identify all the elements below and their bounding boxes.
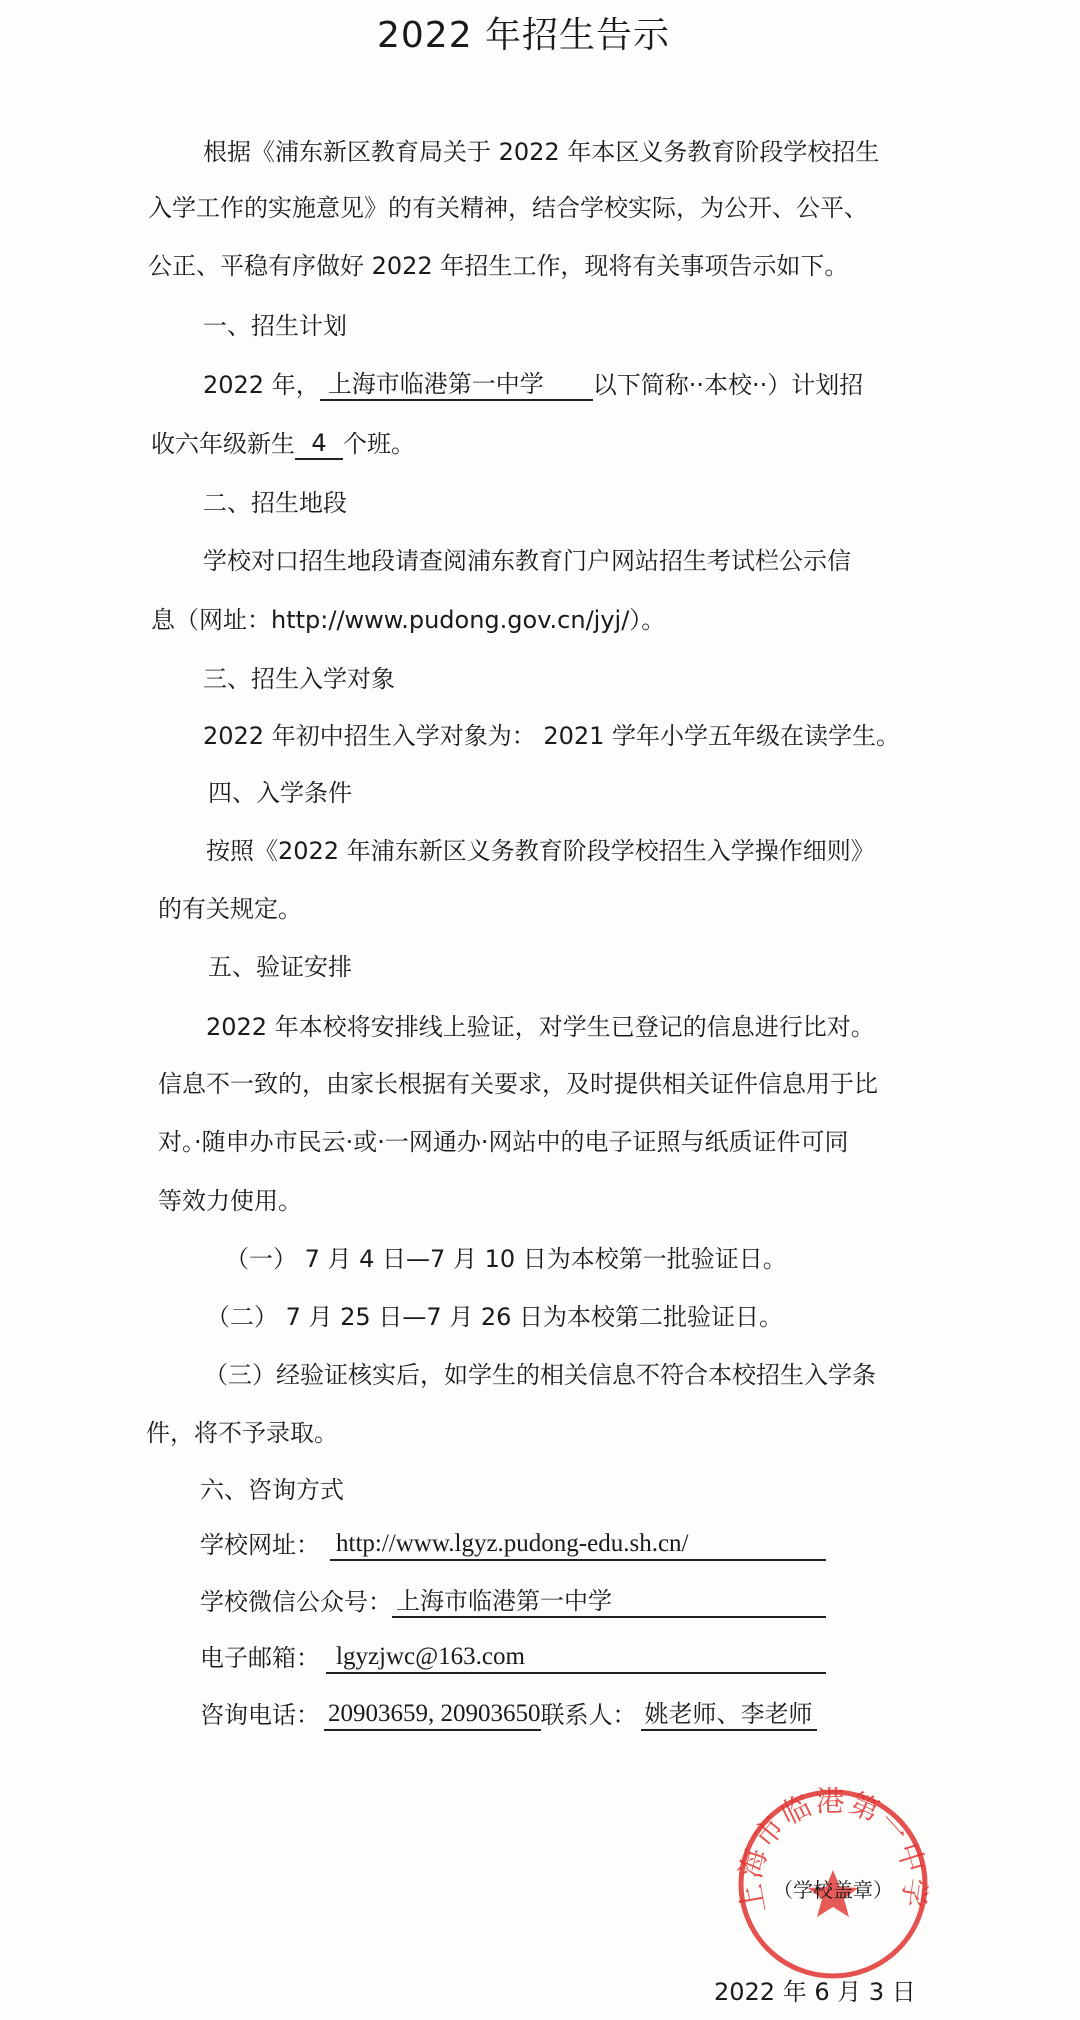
class-count-blank: 4 <box>295 428 343 460</box>
school-seal <box>735 1786 931 1982</box>
verification-line-3: 对。·随申办市民云·或·一网通办·网站中的电子证照与纸质证件可同 <box>158 1128 849 1156</box>
verification-line-4: 等效力使用。 <box>158 1187 302 1215</box>
plan-year-prefix: 2022 年， <box>203 371 320 399</box>
contact-phone-row <box>200 1699 817 1731</box>
email-link[interactable]: lgyzjwc@163.com <box>326 1642 826 1674</box>
seal-center-text: （学校盖章） <box>773 1878 893 1902</box>
section-contact-heading: 六、咨询方式 <box>200 1476 344 1504</box>
contact-person-label: 联系人： <box>540 1701 637 1729</box>
contact-email-row <box>200 1642 826 1674</box>
seal-ring-text-path: 上海市临港第一中学 <box>735 1786 931 1916</box>
verification-item-3-line-2: 件，将不予录取。 <box>146 1419 338 1447</box>
verification-item-2: （二） 7 月 25 日—7 月 26 日为本校第二批验证日。 <box>206 1303 784 1331</box>
intro-line-1: 根据《浦东新区教育局关于 2022 年本区义务教育阶段学校招生 <box>203 138 880 166</box>
plan-line-1-suffix: 以下简称··本校··）计划招 <box>592 371 864 399</box>
contact-wechat-row <box>200 1586 826 1618</box>
target-line-1: 2022 年初中招生入学对象为： 2021 学年小学五年级在读学生。 <box>203 722 901 750</box>
school-website-link[interactable]: http://www.lgyz.pudong-edu.sh.cn/ <box>330 1529 826 1561</box>
school-name-blank: 上海市临港第一中学 <box>320 369 593 401</box>
intro-line-2: 入学工作的实施意见》的有关精神，结合学校实际，为公开、公平、 <box>148 194 868 222</box>
wechat-account-value: 上海市临港第一中学 <box>392 1586 826 1618</box>
page-title: 2022 年招生告示 <box>377 15 671 56</box>
intro-line-3: 公正、平稳有序做好 2022 年招生工作，现将有关事项告示如下。 <box>148 252 849 280</box>
pudong-url-link[interactable]: http://www.pudong.gov.cn/jyj/ <box>271 606 630 634</box>
wechat-label: 学校微信公众号： <box>200 1588 392 1616</box>
conditions-line-2: 的有关规定。 <box>158 895 302 923</box>
verification-line-1: 2022 年本校将安排线上验证，对学生已登记的信息进行比对。 <box>206 1013 875 1041</box>
section-conditions-heading: 四、入学条件 <box>208 779 352 807</box>
plan-line-2 <box>151 428 415 460</box>
phone-label: 咨询电话： <box>200 1701 320 1729</box>
contact-website-row <box>200 1529 826 1561</box>
phone-value: 20903659, 20903650 <box>324 1699 541 1731</box>
website-label: 学校网址： <box>200 1531 320 1559</box>
plan-line-1 <box>203 369 863 401</box>
email-label: 电子邮箱： <box>200 1644 320 1672</box>
plan-line-2-suffix: 个班。 <box>343 430 415 458</box>
verification-item-1: （一） 7 月 4 日—7 月 10 日为本校第一批验证日。 <box>225 1245 787 1273</box>
section-plan-heading: 一、招生计划 <box>203 312 347 340</box>
section-target-heading: 三、招生入学对象 <box>203 665 395 693</box>
verification-line-2: 信息不一致的，由家长根据有关要求，及时提供相关证件信息用于比 <box>158 1070 878 1098</box>
verification-item-3-line-1: （三）经验证核实后，如学生的相关信息不符合本校招生入学条 <box>204 1361 876 1389</box>
area-line-2-suffix: ）。 <box>629 606 666 634</box>
area-line-1: 学校对口招生地段请查阅浦东教育门户网站招生考试栏公示信 <box>203 547 851 575</box>
conditions-line-1: 按照《2022 年浦东新区义务教育阶段学校招生入学操作细则》 <box>206 837 875 865</box>
plan-line-2-prefix: 收六年级新生 <box>151 430 295 458</box>
contact-person-value: 姚老师、李老师 <box>641 1699 817 1731</box>
section-area-heading: 二、招生地段 <box>203 489 347 517</box>
area-line-2 <box>151 604 665 636</box>
school-seal-graphic <box>735 1786 931 1982</box>
area-line-2-prefix: 息（网址： <box>151 606 271 634</box>
section-verification-heading: 五、验证安排 <box>208 953 352 981</box>
notice-date: 2022 年 6 月 3 日 <box>714 1978 916 2006</box>
